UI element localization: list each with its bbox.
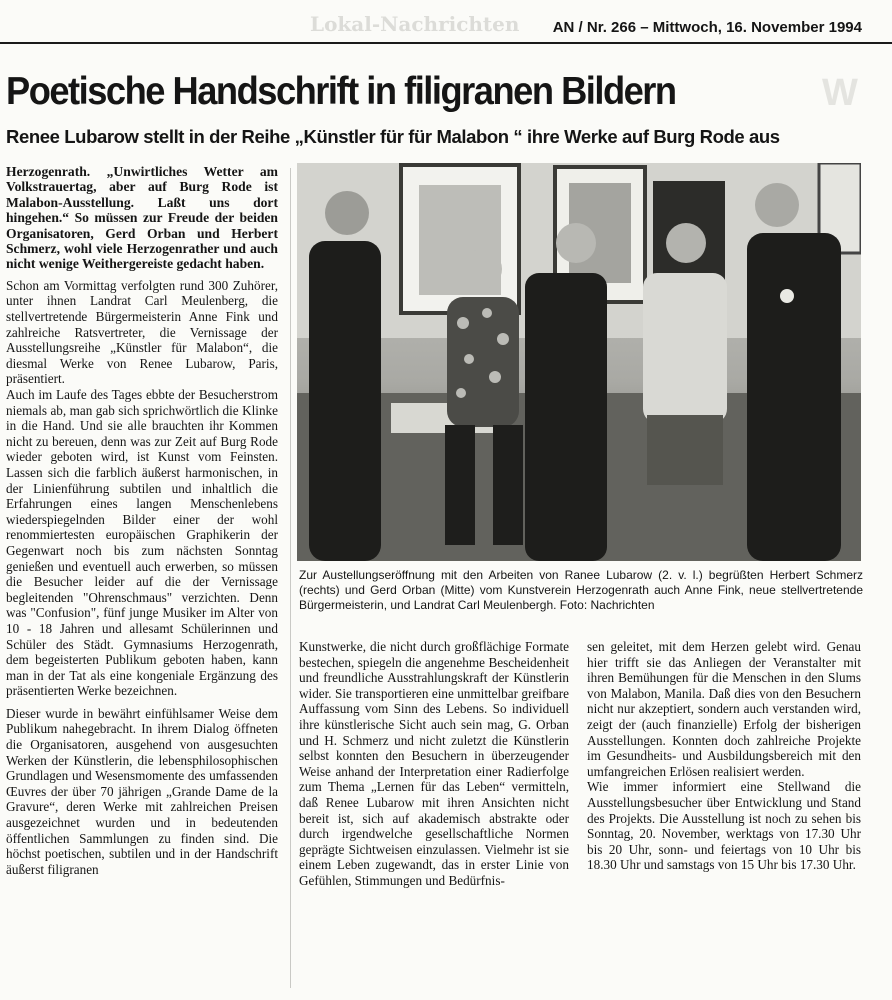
article-column-1 [6, 164, 278, 877]
article-column-2 [299, 639, 569, 889]
photo-illustration [297, 163, 861, 561]
article-column-3 [587, 639, 861, 873]
ghost-header: Lokal-Nachrichten [310, 12, 520, 36]
ghost-headline-fragment: W [822, 72, 858, 114]
event-photo [297, 163, 861, 561]
body-paragraph: Dieser wurde in bewährt einfühlsamer Weise dem Publikum nahegebracht. In ihrem Dialog öffneten die Organisatoren, ausgehend von ausgesuchten Werken der Künstlerin, die lebensphilosophischen Grundlagen und Wesensmomente des umfassenden Œuvres der über 70 jährigen „Grande Dame de la Gravure“, deren Werke mit zahlreichen Preisen ausgezeichnet wurden und in bedeutenden öffentlichen Sammlungen zu finden sind. Die höchst poetischen, subtilen und in der Handschrift äußerst filigranen [6, 705, 278, 877]
headline: Poetische Handschrift in filigranen Bildern [6, 70, 676, 113]
masthead: AN / Nr. 266 – Mittwoch, 16. November 1994 [552, 19, 862, 36]
photo-caption: Zur Austellungseröffnung mit den Arbeiten von Ranee Lubarow (2. v. l.) begrüßten Herbert Schmerz (rechts) und Gerd Orban (Mitte) vom Kunstverein Herzogenrath auch Anne Fink, neue stellvertretende Bürgermeisterin, und Landrat Carl Meulenbergh. Foto: Nachrichten [299, 568, 863, 612]
body-paragraph: sen geleitet, mit dem Herzen gelebt wird. Genau hier trifft sie das Anliegen der Veranstalter mit ihren Bemühungen für die Menschen in den Slums von Malabon, Manila. Daß dies von den Besuchern nicht nur akzeptiert, sondern auch verstanden wird, zeigt der (auch finanzielle) Erfolg der bisherigen Ausstellungen. Konnten doch zahlreiche Projekte im Gesundheits- und Ausbildungsbereich mit den umfangreichen Erlösen realisiert werden. [587, 639, 861, 779]
body-paragraph: Auch im Laufe des Tages ebbte der Besucherstrom niemals ab, man gab sich sprichwörtlich die Klinke in die Hand. Und sie alle brauchten ihr Kommen nicht zu bereuen, denn was zur Zeit auf Burg Rode wieder geboten wird, ist Kunst vom Feinsten. Lassen sich die farblich äußerst harmonischen, in der Linienführung subtilen und inhaltlich die Erfahrungen eines langen Menschenlebens wiederspiegelnden Bilder einer der wohl renommiertesten europäischen Graphikerin der Gegenwart noch bis zum nächsten Sonntag genießen und eventuell auch erwerben, so müssen die Besucher leider auf die der Vernissage begleitenden "Ohrenschmaus" verzichten. Denn was "Confusion", fünf junge Musiker im Alter von 10 - 18 Jahren und allesamt Schülerinnen und Schüler des Städt. Gymnasiums Herzogenrath, dem begeisterten Publikum geboten haben, kann man in der Tat als eine kongeniale Ergänzung des präsentierten Werke bezeichnen. [6, 387, 278, 699]
column-divider [290, 168, 291, 988]
body-paragraph: Wie immer informiert eine Stellwand die Ausstellungsbesucher über Entwicklung und Stand des Projekts. Die Ausstellung ist noch zu sehen bis Sonntag, 20. November, werktags von 17.30 Uhr bis 20 Uhr, sonn- und feiertags von 10 Uhr bis 18.30 Uhr und samstags von 15 Uhr bis 17.30 Uhr. [587, 779, 861, 873]
subhead: Renee Lubarow stellt in der Reihe „Künstler für für Malabon “ ihre Werke auf Burg Rode aus [6, 126, 780, 147]
body-paragraph: Kunstwerke, die nicht durch großflächige Formate bestechen, spiegeln die angenehme Bescheidenheit und freundliche Ausstrahlungskraft der Künstlerin wider. Sie transportieren eine unmittelbar greifbare Auffassung vom Sinn des Lebens. So individuell ihre künstlerische Sicht auch sein mag, G. Orban und H. Schmerz und nicht zuletzt die Künstlerin selbst konnten den Besuchern in überzeugender Weise anhand der Interpretation einer Radierfolge zum Thema „Lernen für das Leben“ vermitteln, daß Renee Lubarow mit ihren Ansichten nicht bereit ist, sich auf akademisch abstrakte oder durch irgendwelche gesellschaftliche Normen geprägte Sichtweisen einzulassen. Vielmehr ist sie einem Leben zugewandt, das in erster Linie von Gefühlen, Stimmungen und Bedürfnis- [299, 639, 569, 888]
lead-paragraph: Herzogenrath. „Unwirtliches Wetter am Volkstrauertag, aber auf Burg Rode ist Malabon-Ausstellung. Laßt uns dort hingehen.“ So müssen zur Freude der beiden Organisatoren, Gerd Orban und Herbert Schmerz, wohl viele Herzogenrather und auch nicht wenige Weithergereiste gedacht haben. [6, 164, 278, 272]
body-paragraph: Schon am Vormittag verfolgten rund 300 Zuhörer, unter ihnen Landrat Carl Meulenberg, die stellvertretende Bürgermeisterin Anne Fink und zahlreiche Ratsvertreter, die Vernissage der Ausstellungsreihe „Künstler für Malabon“, die diesmal Werke von Renee Lubarow, Paris, präsentiert. [6, 277, 278, 387]
header-rule [0, 42, 892, 44]
